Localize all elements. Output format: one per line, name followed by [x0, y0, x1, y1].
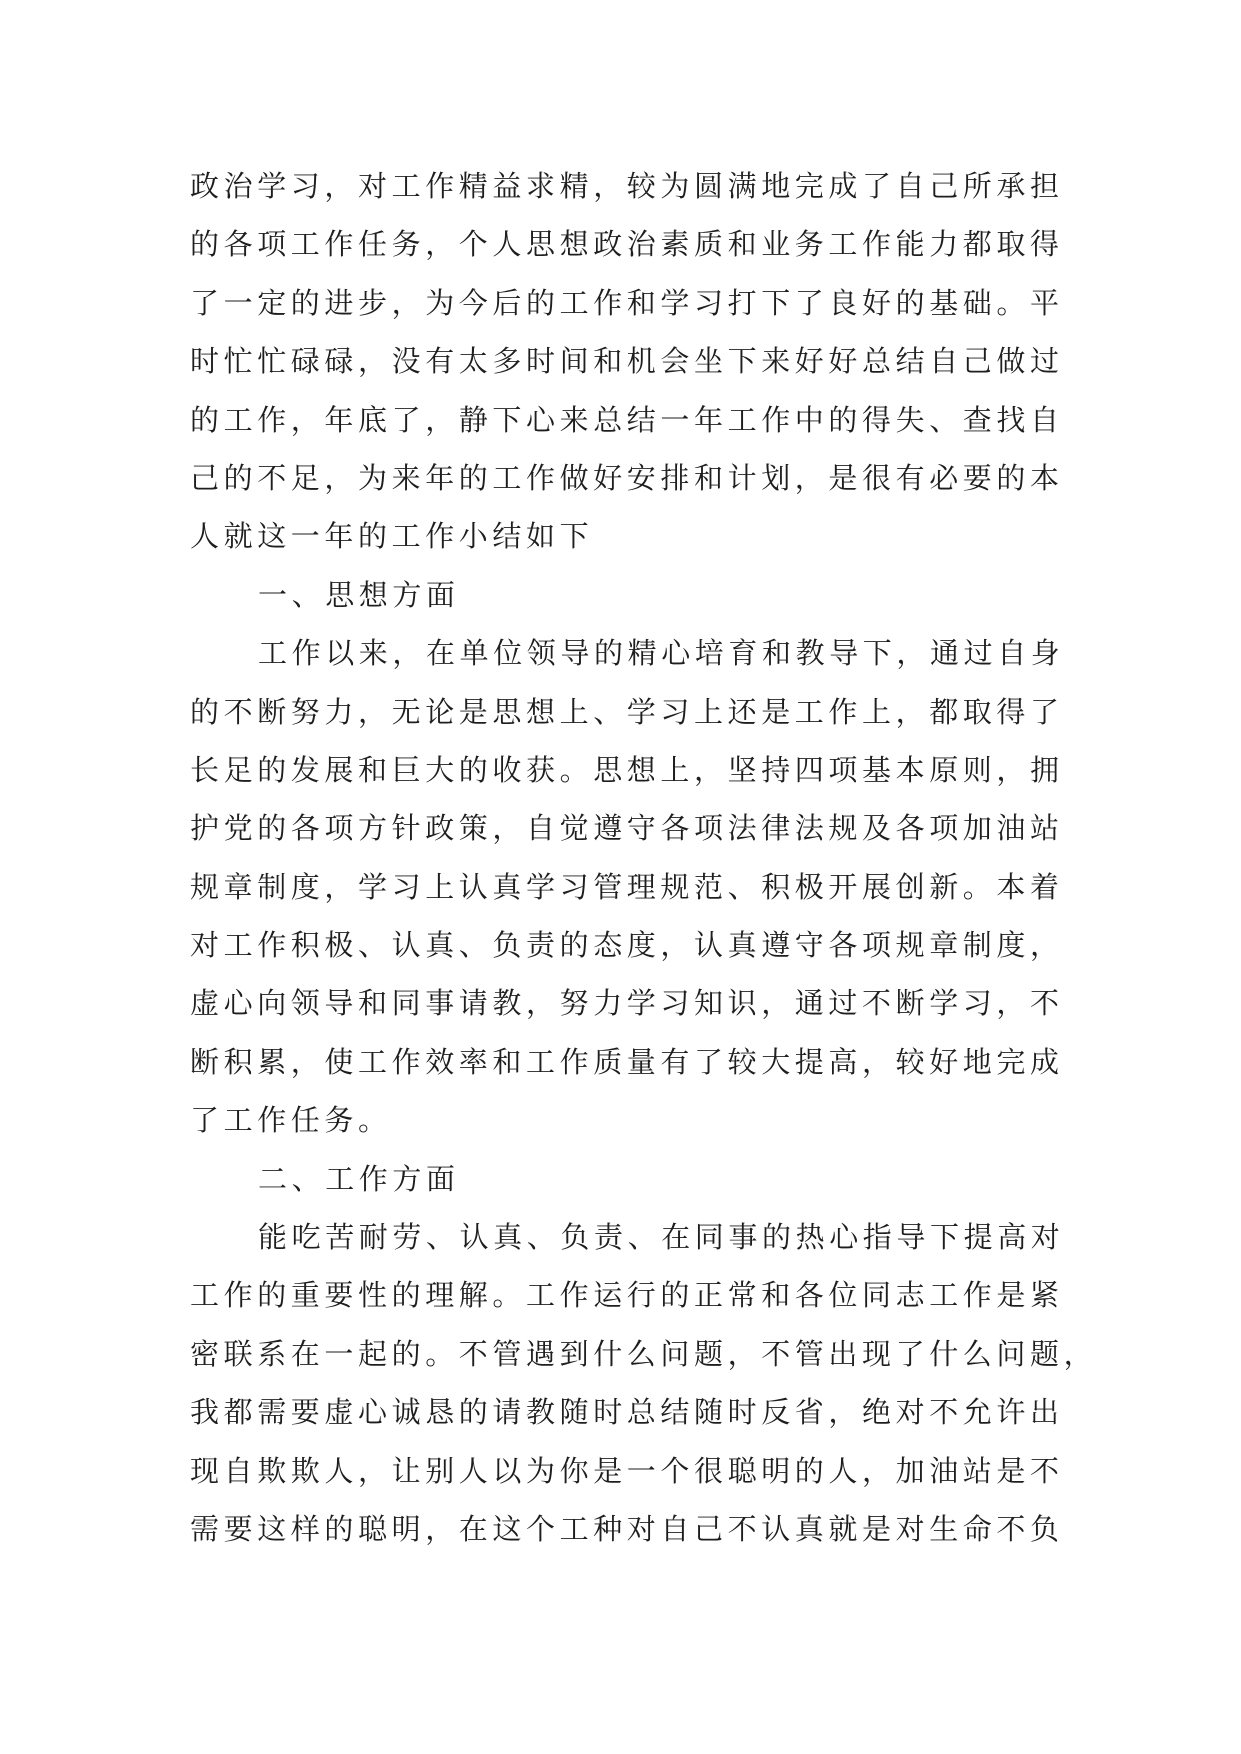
text-line: 对工作积极、认真、负责的态度，认真遵守各项规章制度，	[190, 928, 1064, 963]
text-line: 的工作，年底了，静下心来总结一年工作中的得失、查找自	[190, 402, 1064, 437]
text-line: 需要这样的聪明，在这个工种对自己不认真就是对生命不负	[190, 1511, 1064, 1546]
text-line: 断积累，使工作效率和工作质量有了较大提高，较好地完成	[190, 1044, 1064, 1079]
text-line: 己的不足，为来年的工作做好安排和计划，是很有必要的本	[190, 460, 1064, 495]
text-line: 了一定的进步，为今后的工作和学习打下了良好的基础。平	[190, 285, 1064, 320]
text-line: 虚心向领导和同事请教，努力学习知识，通过不断学习，不	[190, 986, 1064, 1021]
text-line: 人就这一年的工作小结如下	[190, 519, 594, 554]
text-line: 工作的重要性的理解。工作运行的正常和各位同志工作是紧	[190, 1278, 1064, 1313]
paragraph-first-line: 能吃苦耐劳、认真、负责、在同事的热心指导下提高对	[258, 1220, 1065, 1255]
text-line: 政治学习，对工作精益求精，较为圆满地完成了自己所承担	[190, 169, 1064, 203]
section-heading-thought: 一、思想方面	[258, 577, 460, 612]
paragraph-first-line: 工作以来，在单位领导的精心培育和教导下，通过自身	[258, 636, 1065, 671]
text-line: 的各项工作任务，个人思想政治素质和业务工作能力都取得	[190, 227, 1064, 262]
text-line: 规章制度，学习上认真学习管理规范、积极开展创新。本着	[190, 869, 1064, 904]
text-line: 现自欺欺人，让别人以为你是一个很聪明的人，加油站是不	[190, 1453, 1064, 1488]
text-line: 时忙忙碌碌，没有太多时间和机会坐下来好好总结自己做过	[190, 344, 1064, 379]
text-line: 长足的发展和巨大的收获。思想上，坚持四项基本原则，拥	[190, 752, 1064, 787]
text-line: 的不断努力，无论是思想上、学习上还是工作上，都取得了	[190, 694, 1064, 729]
text-line: 了工作任务。	[190, 1103, 392, 1138]
text-line: 密联系在一起的。不管遇到什么问题，不管出现了什么问题，	[190, 1336, 1098, 1371]
document-body	[190, 157, 1098, 1558]
section-heading-work: 二、工作方面	[258, 1161, 460, 1196]
text-line: 我都需要虚心诚恳的请教随时总结随时反省，绝对不允许出	[190, 1395, 1064, 1430]
text-line: 护党的各项方针政策，自觉遵守各项法律法规及各项加油站	[190, 811, 1064, 846]
